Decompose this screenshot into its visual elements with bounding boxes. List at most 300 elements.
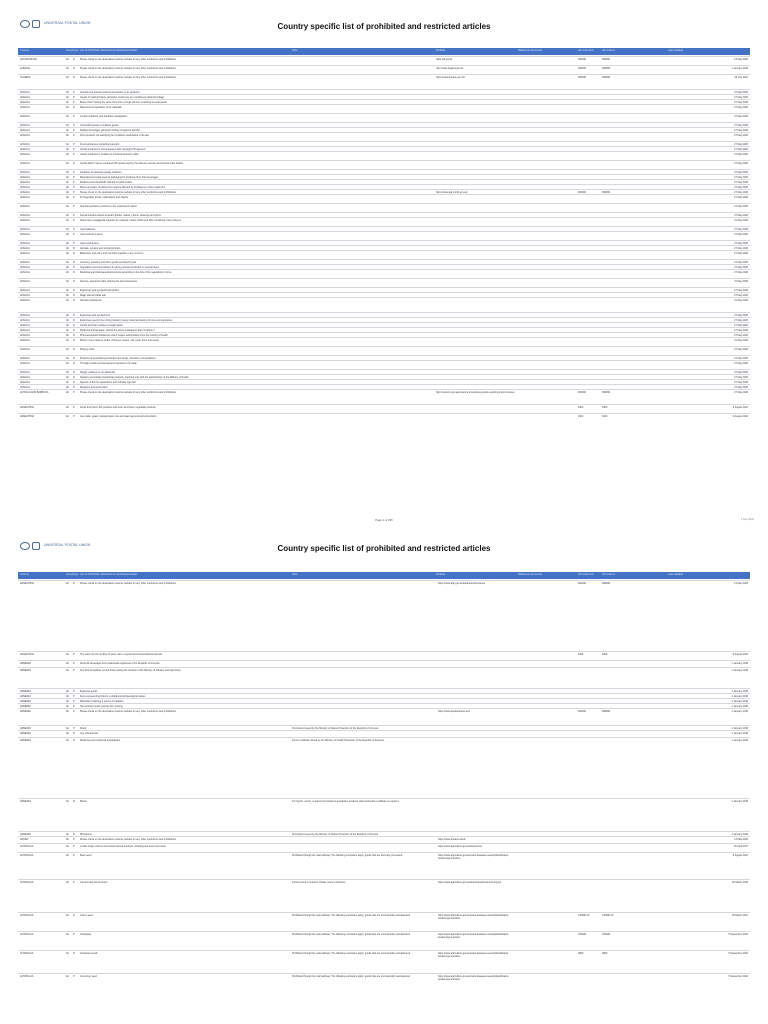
cell-hs-from: 000000 <box>578 57 586 61</box>
cell-link[interactable]: https://www.agt.minfin.gov.ao/ <box>436 190 468 194</box>
cell-group: All <box>66 375 69 379</box>
table-row <box>18 912 750 931</box>
cell-type: R <box>73 298 75 302</box>
cell-last-updated: 27 May 2020 <box>734 333 748 337</box>
document-title: Country specific list of prohibited and restricted articles <box>277 22 491 31</box>
cell-group: All <box>66 704 69 708</box>
cell-link[interactable]: https://www.douane.gov.dz/ <box>436 75 466 79</box>
cell-group: All <box>66 661 69 665</box>
cell-group: All <box>66 241 69 245</box>
cell-last-updated: 27 May 2020 <box>734 347 748 351</box>
cell-article: Medicinal animal waste, defrost the above substances that constitute it <box>80 328 155 332</box>
cell-type: P <box>73 142 75 146</box>
cell-type: P <box>73 204 75 208</box>
cell-last-updated: 27 May 2020 <box>734 161 748 165</box>
cell-last-updated: 27 May 2020 <box>734 195 748 199</box>
cell-last-updated: 1 January 2018 <box>731 694 748 698</box>
cell-article: Food products not satisfying the conditions established in the law <box>80 133 149 137</box>
cell-country: ARGENTINA <box>20 652 34 656</box>
page-footer-date: 1 Sep 2022 <box>740 518 754 521</box>
cell-link[interactable]: https://www.petekamutner.am/ <box>438 709 471 713</box>
table-row <box>18 651 750 660</box>
cell-type: P <box>73 128 75 132</box>
cell-country: ANGOLA <box>20 356 30 360</box>
cell-type: P <box>73 913 75 917</box>
cell-article: Celery seed <box>80 913 93 917</box>
cell-group: All <box>66 390 69 394</box>
cell-group: All <box>66 385 69 389</box>
cell-article: Goods produced in violation of industrial property rights <box>80 152 139 156</box>
cell-group: All <box>66 288 69 292</box>
cell-hs-from: 000000 <box>578 581 586 585</box>
cell-last-updated: 27 May 2020 <box>734 390 748 394</box>
cell-country: ANGOLA <box>20 298 30 302</box>
cell-link[interactable]: https://www.agriculture.gov.au/pests-diseases-weeds/plant/khapra-beetle/urgent-actions <box>438 853 509 860</box>
cell-hs-to: 120999.10 <box>602 913 614 917</box>
cell-article: Bean seed <box>80 853 92 857</box>
cell-group: All <box>66 318 69 322</box>
cell-group: All <box>66 213 69 217</box>
cell-country: ANGOLA <box>20 133 30 137</box>
cell-article: Items representing historic, cultural and archaeological values <box>80 694 146 698</box>
cell-article: Banknotes and coins and securities payable in any currency <box>80 251 144 255</box>
cell-link[interactable]: https://www.agriculture.gov.au/pests-diseases-weeds/plant/khapra-beetle/urgent-actions <box>438 951 509 958</box>
cell-country: ANGOLA <box>20 105 30 109</box>
cell-group: All <box>66 694 69 698</box>
cell-country: ANGOLA <box>20 185 30 189</box>
table-row <box>18 843 750 852</box>
cell-last-updated: 1 January 2018 <box>731 799 748 803</box>
cell-country: ANGOLA <box>20 175 30 179</box>
table-row <box>18 203 750 208</box>
cell-hs-to: 999999 <box>602 390 610 394</box>
cell-country: ANTIGUA AND BARBUDA <box>20 390 49 394</box>
cell-country: ARMENIA <box>20 694 31 698</box>
cell-link[interactable]: https://www.agriculture.gov.au/biosecurity <box>438 844 482 848</box>
cell-article: Imitations of national prestige emblems <box>80 170 122 174</box>
table-row <box>18 931 750 950</box>
table-row <box>18 104 750 109</box>
cell-type: R <box>73 356 75 360</box>
table-row <box>18 194 750 199</box>
table-row <box>18 660 750 667</box>
cell-group: All <box>66 105 69 109</box>
cell-article: Plants and parts of plants from regions affected by phylloxera or other epidemics <box>80 185 166 189</box>
cell-type: R <box>73 293 75 297</box>
cell-last-updated: 1 January 2018 <box>731 699 748 703</box>
cell-last-updated: 27 May 2020 <box>734 105 748 109</box>
cell-country: AUSTRALIA <box>20 913 34 917</box>
cell-type: R <box>73 738 75 742</box>
cell-last-updated: 27 May 2020 <box>734 246 748 250</box>
cell-last-updated: 27 May 2020 <box>734 175 748 179</box>
cell-type: R <box>73 260 75 264</box>
cell-group: All <box>66 356 69 360</box>
cell-article: Diamonds and jewellery of its materials <box>80 105 122 109</box>
cell-article: Pornographic books, publications and objects <box>80 195 129 199</box>
cell-group: All <box>66 190 69 194</box>
cell-group: All <box>66 260 69 264</box>
cell-country: ANGOLA <box>20 347 30 351</box>
cell-group: All <box>66 361 69 365</box>
cell-hs-to: 0106 <box>602 414 608 418</box>
cell-article: Wood <box>80 726 87 730</box>
cell-link[interactable]: https://www.agriculture.gov.au/pests-diseases-weeds/plant/khapra-beetle/urgent-actions <box>438 932 509 939</box>
header-hs-to: HS code to <box>602 573 615 576</box>
table-row <box>18 798 750 831</box>
cell-last-updated: 27 May 2020 <box>734 265 748 269</box>
cell-hs-to: 999999 <box>602 190 610 194</box>
cell-article: Goods which may be confused with goods used by the defence security and internal order bodies <box>80 161 183 165</box>
cell-group: All <box>66 218 69 222</box>
cell-last-updated: 27 May 2020 <box>734 323 748 327</box>
header-type: Type <box>73 49 79 52</box>
cell-last-updated: 27 May 2020 <box>734 147 748 151</box>
cell-hs-to: 070820 <box>602 932 610 936</box>
cell-type: R <box>73 318 75 322</box>
cell-country: ANGOLA <box>20 232 30 236</box>
cell-last-updated: 27 May 2020 <box>734 180 748 184</box>
cell-type: P <box>73 581 75 585</box>
table-row <box>18 737 750 798</box>
cell-article: Non-ionized meats (animal, fish, poultry) <box>80 704 123 708</box>
cell-country: ANGOLA <box>20 90 30 94</box>
cell-last-updated: 1 January 2018 <box>731 704 748 708</box>
cell-country: ANGOLA <box>20 385 30 389</box>
cell-last-updated: 27 May 2020 <box>734 114 748 118</box>
cell-country: ARGENTINA <box>20 581 34 585</box>
cell-last-updated: 27 May 2020 <box>734 288 748 292</box>
table-row <box>18 879 750 912</box>
cell-article: Rough, polished or cut diamonds <box>80 370 115 374</box>
cell-article: Used vehicle tires <box>80 241 99 245</box>
cell-article: Medicinal and pharmaceutical products according to the lists of the regulations in force <box>80 270 172 274</box>
cell-article: Explosives and pyrotechnics <box>80 313 111 317</box>
cell-last-updated: 13 May 2020 <box>734 57 748 61</box>
cell-last-updated: 1 January 2018 <box>731 689 748 693</box>
cell-country: ANGOLA <box>20 227 30 231</box>
cell-article: Live wild animals <box>80 731 99 735</box>
cell-last-updated: 27 May 2020 <box>734 190 748 194</box>
cell-type: P <box>73 180 75 184</box>
cell-country: ARUBA <box>20 837 29 841</box>
cell-group: All <box>66 699 69 703</box>
cell-article: Boxes which having the same form from a single volume containing several goods <box>80 100 167 104</box>
cell-group: All <box>66 689 69 693</box>
cell-type: R <box>73 313 75 317</box>
cell-last-updated: 27 May 2020 <box>734 298 748 302</box>
cell-group: All <box>66 175 69 179</box>
cell-link[interactable]: http://www.dogana.gov.al/ <box>436 66 464 70</box>
cell-last-updated: 27 May 2020 <box>734 95 748 99</box>
cell-remark: For import, export, re-import and transit of quarantine products, plant protection certificate is required <box>292 799 399 803</box>
cell-last-updated: 27 May 2020 <box>734 133 748 137</box>
header-country: Country <box>20 573 30 576</box>
cell-article: Food substances containing saccarin <box>80 142 120 146</box>
cell-group: All <box>66 726 69 730</box>
cell-last-updated: 9 August 2022 <box>732 405 748 409</box>
cell-remark: Prohibited through the mail pathway. The following exclusions apply: goods that are commercially manufactured <box>292 913 411 917</box>
cell-link[interactable]: https://www.agriculture.gov.au/import/goods/cat-and-dog-fur <box>438 880 502 884</box>
cell-hs-from: 000000 <box>578 66 586 70</box>
cell-link[interactable]: https://www.agriculture.gov.au/pests-diseases-weeds/plant/khapra-beetle/urgent-actions <box>438 974 509 981</box>
cell-type: P <box>73 213 75 217</box>
cell-type: P <box>73 95 75 99</box>
cell-article: Narcotic substances <box>80 298 102 302</box>
table-row <box>18 580 750 651</box>
cell-group: All <box>66 709 69 713</box>
cell-hs-to: 999999 <box>602 709 610 713</box>
cell-last-updated: 9 August 2022 <box>732 652 748 656</box>
cell-type: R <box>73 75 75 79</box>
header-article: List of Prohibited, Restricted or Authorised Articles <box>80 49 138 52</box>
cell-article: Subversive propaganda material, for example: books, DVDs and CDs containing music pictures <box>80 218 181 222</box>
cell-group: All <box>66 232 69 236</box>
cell-country: ANGOLA <box>20 361 30 365</box>
cell-group: All <box>66 313 69 317</box>
cell-article: Sexual stimulus aimed at sellers (books, videos, photos, drawings and prints <box>80 213 161 217</box>
table-row <box>18 278 750 283</box>
cell-last-updated: 13 May 2020 <box>734 837 748 841</box>
cell-article: Wild plants <box>80 832 92 836</box>
cell-country: ARMENIA <box>20 699 31 703</box>
document-page-1 <box>14 6 754 522</box>
cell-last-updated: 18 July 2022 <box>734 75 748 79</box>
cell-type: P <box>73 241 75 245</box>
cell-type: R <box>73 361 75 365</box>
cell-hs-to: 0309 <box>602 405 608 409</box>
cell-type: P <box>73 694 75 698</box>
header-remark: Note <box>292 573 298 576</box>
table-row <box>18 404 750 409</box>
cell-last-updated: 27 May 2020 <box>734 232 748 236</box>
cell-article: The entry into the territory of used, worn, recycled and remanufactured goods <box>80 652 162 656</box>
table-row <box>18 346 750 351</box>
cell-type: P <box>73 190 75 194</box>
cell-last-updated: 1 January 2018 <box>731 738 748 742</box>
header-article: List of Prohibited, Restricted or Authorised Articles <box>80 573 138 576</box>
cell-hs-from: 120999.10 <box>578 913 590 917</box>
cell-remark: Prohibited through the mail pathway. The following exclusions apply: goods that are commercially manufactured <box>292 932 411 936</box>
table-row <box>18 217 750 222</box>
document-title: Country specific list of prohibited and restricted articles <box>277 544 491 553</box>
cell-group: All <box>66 170 69 174</box>
table-row <box>18 973 750 988</box>
cell-last-updated: 27 May 2020 <box>734 100 748 104</box>
cell-type: P <box>73 57 75 61</box>
cell-hs-from: 0102 <box>578 414 584 418</box>
cell-group: All <box>66 279 69 283</box>
cell-article: Please check on the destination customs website for any other restrictions and prohibitions <box>80 57 176 61</box>
cell-link[interactable]: http://customs.gov.ag/customs-procedures-goods-requiring-import-license/ <box>436 390 515 394</box>
cell-article: Please check on the destination customs website for any other restrictions and prohibitions <box>80 390 176 394</box>
cell-hs-from: 8426 <box>578 652 584 656</box>
cell-group: All <box>66 128 69 132</box>
cell-group: All <box>66 180 69 184</box>
cell-hs-from: 000000 <box>578 390 586 394</box>
cell-type: P <box>73 195 75 199</box>
cell-article: Please check on the destination customs website for any other restrictions and prohibitions <box>80 66 176 70</box>
cell-link[interactable]: https://www.agriculture.gov.au/pests-diseases-weeds/plant/khapra-beetle/urgent-actions <box>438 913 509 920</box>
cell-last-updated: 27 May 2020 <box>734 380 748 384</box>
cell-article: Explosives and pyrotechnical articles <box>80 288 120 292</box>
cell-type: R <box>73 338 75 342</box>
cell-country: ARMENIA <box>20 731 31 735</box>
cell-country: ANGOLA <box>20 370 30 374</box>
cell-group: All <box>66 152 69 156</box>
cell-country: AFGHANISTAN <box>20 57 37 61</box>
cell-group: All <box>66 142 69 146</box>
cell-remark: Prohibited through the mail pathway. The following exclusions apply: goods that are commercially manufactured <box>292 951 411 955</box>
cell-article: Certain imitations and fraudulent designation <box>80 114 128 118</box>
header-last-updated: Last updated <box>668 573 683 576</box>
table-header <box>18 572 750 579</box>
cell-type: P <box>73 161 75 165</box>
cell-group: All <box>66 251 69 255</box>
cell-type: P <box>73 661 75 665</box>
cell-group: All <box>66 853 69 857</box>
cell-group: All <box>66 347 69 351</box>
cell-last-updated: 13 May 2020 <box>734 581 748 585</box>
cell-last-updated: 27 May 2020 <box>734 251 748 255</box>
cell-hs-to: 999999 <box>602 581 610 585</box>
cell-hs-from: 0909 <box>578 951 584 955</box>
cell-group: All <box>66 951 69 955</box>
cell-country: ALGERIA <box>20 75 31 79</box>
cell-type: R <box>73 270 75 274</box>
cell-hs-from: 070820 <box>578 932 586 936</box>
cell-type: P <box>73 974 75 978</box>
table-row <box>18 950 750 973</box>
table-row <box>18 113 750 118</box>
cell-type: R <box>73 832 75 836</box>
cell-country: ANGOLA <box>20 152 30 156</box>
cell-country: ANGOLA <box>20 142 30 146</box>
cell-type: P <box>73 170 75 174</box>
cell-type: P <box>73 175 75 179</box>
logo-text: UNIVERSAL POSTAL UNION <box>44 21 91 26</box>
cell-article: Currency, jewellery and other goods permitted by law <box>80 260 137 264</box>
cell-group: All <box>66 195 69 199</box>
cell-group: All <box>66 298 69 302</box>
table-row <box>18 413 750 418</box>
cell-article: Goods and their residues of origin waste <box>80 323 123 327</box>
cell-group: All <box>66 731 69 735</box>
cell-last-updated: 27 May 2020 <box>734 90 748 94</box>
cell-country: ARGENTINA <box>20 405 34 409</box>
cell-type: P <box>73 390 75 394</box>
cell-group: All <box>66 75 69 79</box>
cell-type: P <box>73 227 75 231</box>
cell-remark: Permission issued by the Ministry of Nature Protection of the Republic of Armenia <box>292 726 379 730</box>
cell-type: R <box>73 323 75 327</box>
cell-country: ANGOLA <box>20 195 30 199</box>
cell-article: Live cattle, goats, tropical plants, live and dead gay and animal products <box>80 414 157 418</box>
cell-hs-to: 999999 <box>602 57 610 61</box>
cell-type: P <box>73 218 75 222</box>
cell-last-updated: 27 May 2020 <box>734 356 748 360</box>
cell-last-updated: 27 May 2020 <box>734 270 748 274</box>
cell-group: All <box>66 799 69 803</box>
cell-group: All <box>66 270 69 274</box>
cell-last-updated: 27 May 2020 <box>734 260 748 264</box>
cell-remark: Prohibited through the mail pathway. The following exclusions apply: goods that are commercially manufactured <box>292 974 411 978</box>
cell-country: ANGOLA <box>20 241 30 245</box>
table-row <box>18 337 750 342</box>
cell-group: All <box>66 246 69 250</box>
cell-last-updated: 27 May 2020 <box>734 241 748 245</box>
cell-link[interactable]: https://www.douane.aw/nl/ <box>438 837 466 841</box>
cell-type: P <box>73 232 75 236</box>
header-ref: Reference document <box>518 49 543 52</box>
cell-country: ANGOLA <box>20 318 30 322</box>
cell-article: Medicines and medicinal preparations <box>80 738 121 742</box>
cell-country: ANGOLA <box>20 100 30 104</box>
table-row <box>18 730 750 737</box>
cell-article: Medicines and foodstuffs harmful to public health <box>80 180 132 184</box>
cell-article: Plants <box>80 799 87 803</box>
cell-country: ANGOLA <box>20 170 30 174</box>
cell-article: Counterfeit goods or imitation goods <box>80 123 119 127</box>
cell-group: All <box>66 204 69 208</box>
cell-type: P <box>73 699 75 703</box>
cell-type: P <box>73 726 75 730</box>
cell-remark: Permission issued by the Ministry of Nature Protection of the Republic of Armenia <box>292 832 379 836</box>
cell-group: All <box>66 328 69 332</box>
table-row <box>18 231 750 236</box>
cell-article: Species of fish for aquaculture and cultivate type fish <box>80 380 136 384</box>
cell-group: All <box>66 652 69 656</box>
cell-last-updated: 1 January 2018 <box>731 709 748 713</box>
table-body <box>18 56 750 418</box>
cell-last-updated: 27 May 2020 <box>734 142 748 146</box>
header-type: Type <box>73 573 79 576</box>
cell-group: All <box>66 832 69 836</box>
cell-last-updated: 27 May 2020 <box>734 361 748 365</box>
cell-group: All <box>66 147 69 151</box>
cell-link[interactable]: https://www.afip.gob.ar/aduana/restricciones <box>438 581 485 585</box>
cell-type: R <box>73 265 75 269</box>
cell-country: ARMENIA <box>20 661 31 665</box>
cell-country: AUSTRALIA <box>20 974 34 978</box>
cell-country: ANGOLA <box>20 279 30 283</box>
cell-hs-from: 0302 <box>578 405 584 409</box>
cell-last-updated: 27 May 2020 <box>734 385 748 389</box>
cell-last-updated: 27 May 2020 <box>734 293 748 297</box>
cell-last-updated: 27 May 2020 <box>734 313 748 317</box>
cell-type: P <box>73 414 75 418</box>
cell-type: P <box>73 837 75 841</box>
cell-last-updated: 27 May 2020 <box>734 218 748 222</box>
header-last-updated: Last updated <box>668 49 683 52</box>
logo-text: UNIVERSAL POSTAL UNION <box>44 543 91 548</box>
header-group: Group <box>66 49 74 52</box>
cell-article: Devices, electronic radio instruments and accessories <box>80 279 138 283</box>
header-remark: Note <box>292 49 298 52</box>
cell-article: Fresh and frozen fish products and fresh and frozen vegetable products <box>80 405 156 409</box>
cell-country: ARGENTINA <box>20 414 34 418</box>
cell-link[interactable]: https://af.gov.af <box>436 57 453 61</box>
cell-type: R <box>73 246 75 250</box>
cell-article: Cucumber seed <box>80 974 97 978</box>
cell-type: R <box>73 799 75 803</box>
cell-type: P <box>73 704 75 708</box>
cell-type: P <box>73 133 75 137</box>
cell-hs-to: 999999 <box>602 66 610 70</box>
cell-article: Seminal petroleum products in the undeclared market <box>80 204 137 208</box>
header-link: Website <box>436 573 446 576</box>
cell-article: Please check on the destination customs website for any other restrictions and prohibitions <box>80 709 176 713</box>
